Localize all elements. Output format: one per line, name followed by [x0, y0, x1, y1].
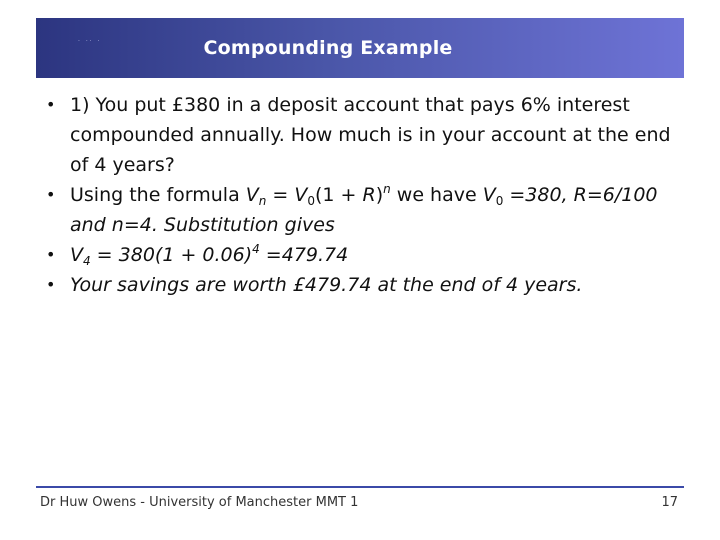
bullet-text-4: Your savings are worth £479.74 at the end of 4 years.	[70, 274, 583, 296]
formula-mid: (1 +	[315, 184, 363, 206]
formula-close: )	[375, 184, 384, 206]
bullet-2-rest: =380, R=6/100 and n=4. Substitution gives	[70, 184, 658, 236]
formula-v0: V	[294, 184, 308, 206]
formula-v0-b: V	[482, 184, 496, 206]
bullet-text-1: 1) You put £380 in a deposit account that pays 6% interest compounded annually. How much is in your account at the end of 4 years?	[70, 94, 671, 176]
formula-v: V	[245, 184, 259, 206]
formula-sub-4: 4	[83, 254, 91, 268]
formula-sub-0-b: 0	[495, 194, 504, 208]
formula-eq: =	[266, 184, 295, 206]
bullet-item-2	[44, 180, 694, 240]
formula-v4-mid: = 380(1 + 0.06)	[90, 244, 253, 266]
footer-divider	[36, 486, 684, 488]
formula-v4: V	[70, 244, 83, 266]
page-number: 17	[661, 495, 678, 510]
bullet-2-pre: Using the formula	[70, 184, 246, 206]
bullet-dot-icon: •	[46, 245, 56, 264]
bullet-item-3	[44, 240, 694, 270]
bullet-item-1	[44, 90, 694, 180]
bullet-item-4	[44, 270, 694, 300]
title-decoration-marks: · ·· ·	[78, 38, 102, 45]
formula-sup-4: 4	[252, 242, 260, 256]
bullet-dot-icon: •	[46, 185, 56, 204]
formula-sub-0: 0	[307, 194, 315, 208]
formula-v4-end: =479.74	[259, 244, 349, 266]
formula-sub-n: n	[258, 194, 267, 208]
bullet-2-we-have: we have	[390, 184, 483, 206]
bullet-dot-icon: •	[46, 95, 56, 114]
bullet-list	[44, 90, 694, 300]
formula-r: R	[362, 184, 376, 206]
bullet-dot-icon: •	[46, 275, 56, 294]
formula-sup-n: n	[383, 182, 391, 196]
slide-title: Compounding Example	[203, 37, 453, 59]
slide-title-bar	[36, 18, 684, 78]
footer-author: Dr Huw Owens - University of Manchester MMT 1	[40, 495, 359, 510]
